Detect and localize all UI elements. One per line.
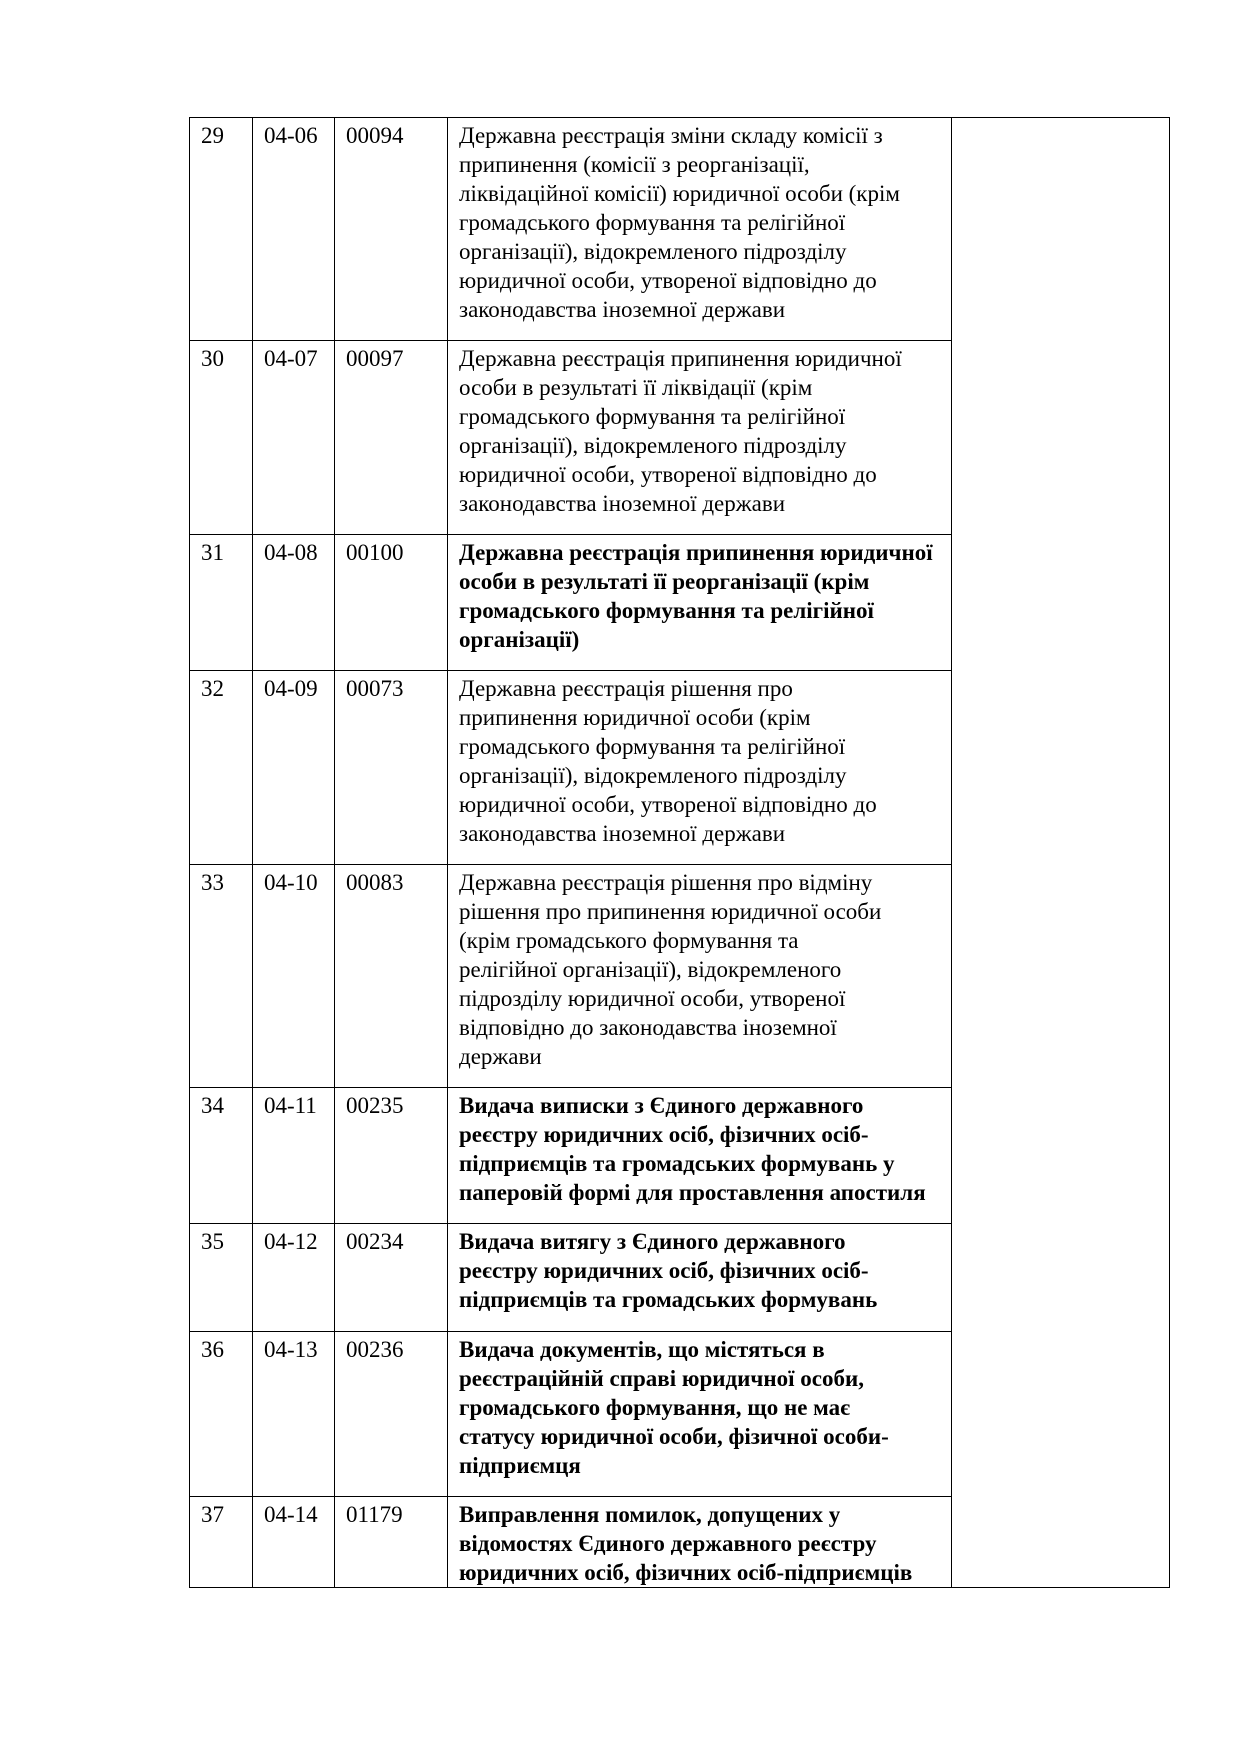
description-line: Видача витягу з Єдиного державного xyxy=(459,1229,846,1254)
row-number-cell xyxy=(190,341,253,535)
description-line: Державна реєстрація припинення юридичної xyxy=(459,540,933,565)
row-number-cell xyxy=(190,1224,253,1332)
description-line: Державна реєстрація рішення про xyxy=(459,676,793,701)
row-service-id-cell xyxy=(335,865,448,1088)
description-line: Видача документів, що містяться в xyxy=(459,1337,825,1362)
row-description-cell xyxy=(448,671,952,865)
row-code: 04-12 xyxy=(264,1229,318,1254)
row-service-id: 00073 xyxy=(346,676,404,701)
row-code: 04-11 xyxy=(264,1093,317,1118)
description-line: релігійної організації), відокремленого xyxy=(459,957,842,982)
row-description-cell xyxy=(448,341,952,535)
row-service-id: 00100 xyxy=(346,540,404,565)
row-number: 32 xyxy=(201,676,224,701)
row-description-cell xyxy=(448,1332,952,1497)
row-number-cell xyxy=(190,865,253,1088)
row-code: 04-14 xyxy=(264,1502,318,1527)
row-description xyxy=(459,341,951,518)
description-line: Видача виписки з Єдиного державного xyxy=(459,1093,864,1118)
description-line: реєстраційній справі юридичної особи, xyxy=(459,1366,864,1391)
row-service-id-cell xyxy=(335,535,448,671)
description-line: законодавства іноземної держави xyxy=(459,297,786,322)
row-description xyxy=(459,1088,951,1207)
row-description xyxy=(459,671,951,848)
row-number-cell xyxy=(190,1088,253,1224)
description-line: підприємців та громадських формувань xyxy=(459,1287,878,1312)
description-line: громадського формування, що не має xyxy=(459,1395,851,1420)
description-line: Державна реєстрація зміни складу комісії з xyxy=(459,123,883,148)
row-description xyxy=(459,1332,951,1480)
description-line: особи в результаті її реорганізації (крім xyxy=(459,569,870,594)
row-service-id: 00097 xyxy=(346,346,404,371)
row-code-cell xyxy=(253,341,335,535)
row-service-id-cell xyxy=(335,1497,448,1588)
row-number-cell xyxy=(190,1497,253,1588)
description-line: організації), відокремленого підрозділу xyxy=(459,763,847,788)
row-code-cell xyxy=(253,1332,335,1497)
row-code-cell xyxy=(253,1224,335,1332)
row-number: 35 xyxy=(201,1229,224,1254)
description-line: паперовій формі для проставлення апостиля xyxy=(459,1180,926,1205)
row-description-cell xyxy=(448,1497,952,1588)
services-table-body xyxy=(190,118,1170,1588)
row-description-cell xyxy=(448,118,952,341)
row-description xyxy=(459,118,951,324)
row-service-id-cell xyxy=(335,118,448,341)
row-service-id-cell xyxy=(335,1332,448,1497)
description-line: Державна реєстрація припинення юридичної xyxy=(459,346,902,371)
row-service-id: 00236 xyxy=(346,1337,404,1362)
row-number: 31 xyxy=(201,540,224,565)
description-line: припинення (комісії з реорганізації, xyxy=(459,152,810,177)
row-service-id: 00235 xyxy=(346,1093,404,1118)
row-code-cell xyxy=(253,1088,335,1224)
row-code-cell xyxy=(253,865,335,1088)
row-number-cell xyxy=(190,118,253,341)
description-line: організації), відокремленого підрозділу xyxy=(459,433,847,458)
description-line: держави xyxy=(459,1044,542,1069)
row-service-id: 00094 xyxy=(346,123,404,148)
row-service-id: 01179 xyxy=(346,1502,403,1527)
row-code-cell xyxy=(253,1497,335,1588)
row-description xyxy=(459,865,951,1071)
description-line: рішення про припинення юридичної особи xyxy=(459,899,882,924)
row-service-id-cell xyxy=(335,341,448,535)
row-number: 29 xyxy=(201,123,224,148)
row-service-id-cell xyxy=(335,1088,448,1224)
table-row xyxy=(190,118,1170,341)
description-line: статусу юридичної особи, фізичної особи- xyxy=(459,1424,889,1449)
row-description-cell xyxy=(448,865,952,1088)
description-line: законодавства іноземної держави xyxy=(459,821,786,846)
description-line: реєстру юридичних осіб, фізичних осіб- xyxy=(459,1122,869,1147)
row-number: 30 xyxy=(201,346,224,371)
row-code-cell xyxy=(253,671,335,865)
description-line: громадського формування та релігійної xyxy=(459,210,846,235)
row-service-id: 00234 xyxy=(346,1229,404,1254)
row-code: 04-08 xyxy=(264,540,318,565)
description-line: особи в результаті її ліквідації (крім xyxy=(459,375,813,400)
description-line: організації) xyxy=(459,627,580,652)
row-number: 34 xyxy=(201,1093,224,1118)
row-description-cell xyxy=(448,535,952,671)
description-line: Виправлення помилок, допущених у xyxy=(459,1502,841,1527)
row-description xyxy=(459,1224,951,1314)
description-line: реєстру юридичних осіб, фізичних осіб- xyxy=(459,1258,869,1283)
description-line: ліквідаційної комісії) юридичної особи (крім xyxy=(459,181,900,206)
row-code: 04-06 xyxy=(264,123,318,148)
row-description-cell xyxy=(448,1088,952,1224)
description-line: громадського формування та релігійної xyxy=(459,404,846,429)
services-table xyxy=(189,117,1170,1588)
description-line: законодавства іноземної держави xyxy=(459,491,786,516)
row-number: 33 xyxy=(201,870,224,895)
row-service-id-cell xyxy=(335,1224,448,1332)
row-description-cell xyxy=(448,1224,952,1332)
description-line: юридичних осіб, фізичних осіб-підприємців xyxy=(459,1560,913,1585)
description-line: відповідно до законодавства іноземної xyxy=(459,1015,837,1040)
row-number: 36 xyxy=(201,1337,224,1362)
description-line: підприємця xyxy=(459,1453,581,1478)
row-description xyxy=(459,1497,951,1587)
row-description xyxy=(459,535,951,654)
row-code: 04-09 xyxy=(264,676,318,701)
notes-column-cell xyxy=(952,118,1170,1588)
row-code-cell xyxy=(253,118,335,341)
description-line: юридичної особи, утвореної відповідно до xyxy=(459,792,877,817)
description-line: організації), відокремленого підрозділу xyxy=(459,239,847,264)
row-number-cell xyxy=(190,1332,253,1497)
description-line: припинення юридичної особи (крім xyxy=(459,705,811,730)
row-code: 04-13 xyxy=(264,1337,318,1362)
description-line: (крім громадського формування та xyxy=(459,928,799,953)
row-number-cell xyxy=(190,671,253,865)
row-number-cell xyxy=(190,535,253,671)
description-line: відомостях Єдиного державного реєстру xyxy=(459,1531,877,1556)
description-line: підрозділу юридичної особи, утвореної xyxy=(459,986,846,1011)
description-line: юридичної особи, утвореної відповідно до xyxy=(459,268,877,293)
description-line: громадського формування та релігійної xyxy=(459,598,874,623)
row-code-cell xyxy=(253,535,335,671)
description-line: юридичної особи, утвореної відповідно до xyxy=(459,462,877,487)
row-service-id-cell xyxy=(335,671,448,865)
row-number: 37 xyxy=(201,1502,224,1527)
description-line: громадського формування та релігійної xyxy=(459,734,846,759)
row-service-id: 00083 xyxy=(346,870,404,895)
row-code: 04-10 xyxy=(264,870,318,895)
row-code: 04-07 xyxy=(264,346,318,371)
description-line: Державна реєстрація рішення про відміну xyxy=(459,870,873,895)
description-line: підприємців та громадських формувань у xyxy=(459,1151,895,1176)
